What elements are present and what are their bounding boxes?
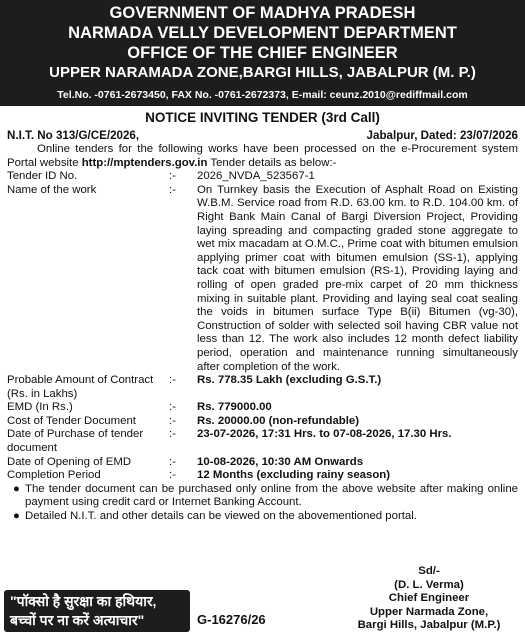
note-item bbox=[7, 483, 518, 510]
header-department: NARMADA VELLY DEVELOPMENT DEPARTMENT bbox=[68, 24, 457, 42]
detail-separator: :- bbox=[169, 183, 176, 196]
detail-label: Completion Period bbox=[7, 469, 101, 482]
tender-details bbox=[7, 170, 518, 483]
detail-separator: :- bbox=[169, 374, 176, 387]
detail-label: EMD (In Rs.) bbox=[7, 401, 73, 414]
signature-place: Bargi Hills, Jabalpur (M.P.) bbox=[357, 619, 501, 631]
bullet-icon: ● bbox=[13, 510, 20, 523]
detail-row bbox=[7, 469, 518, 483]
note-text: The tender document can be purchased only online from the above website after making online payment using credit card or Internet Banking Account. bbox=[25, 482, 518, 509]
portal-link[interactable]: http://mptenders.gov.in bbox=[81, 156, 208, 169]
header-contact: Tel.No. -0761-2673450, FAX No. -0761-2672373, E-mail: ceunz.2010@rediffmail.com bbox=[57, 89, 468, 101]
signature-name: (D. L. Verma) bbox=[394, 578, 464, 591]
detail-label: Cost of Tender Document bbox=[7, 414, 136, 427]
detail-row bbox=[7, 456, 518, 470]
detail-row bbox=[7, 428, 518, 455]
detail-value: Rs. 779000.00 bbox=[197, 401, 272, 414]
slogan-line-2: बच्चों पर ना करें अत्याचार" bbox=[10, 612, 145, 628]
header-zone: UPPER NARAMADA ZONE,BARGI HILLS, JABALPUR (M. P.) bbox=[49, 64, 476, 81]
detail-value: 23-07-2026, 17:31 Hrs. to 07-08-2026, 17.30 Hrs. bbox=[197, 428, 452, 441]
detail-separator: :- bbox=[169, 469, 176, 482]
intro-text-b: Tender details as below:- bbox=[210, 156, 337, 169]
signature-sd: Sd/- bbox=[418, 565, 440, 577]
notice-title: NOTICE INVITING TENDER (3rd Call) bbox=[145, 110, 380, 125]
detail-value: Rs. 20000.00 (non-refundable) bbox=[197, 414, 360, 427]
detail-separator: :- bbox=[169, 455, 176, 468]
signature-office: Upper Narmada Zone, bbox=[369, 605, 489, 618]
intro-paragraph bbox=[7, 143, 518, 170]
detail-separator: :- bbox=[169, 401, 176, 414]
note-item bbox=[7, 510, 518, 524]
detail-value: Rs. 778.35 Lakh (excluding G.S.T.) bbox=[197, 374, 382, 387]
nit-line bbox=[7, 129, 518, 143]
detail-label: Probable Amount of Contract (Rs. in Lakhs) bbox=[7, 374, 154, 400]
notes-list bbox=[7, 483, 518, 524]
bullet-icon: ● bbox=[13, 482, 20, 495]
intro-text-a: Online tenders for the following works have been processed on the e-Procurement system Portal website bbox=[7, 143, 518, 169]
signature-block bbox=[340, 565, 518, 633]
detail-row bbox=[7, 415, 518, 429]
detail-separator: :- bbox=[169, 428, 176, 441]
detail-row bbox=[7, 401, 518, 415]
detail-value: 10-08-2026, 10:30 AM Onwards bbox=[197, 455, 364, 468]
note-text: Detailed N.I.T. and other details can be viewed on the abovementioned portal. bbox=[25, 510, 417, 523]
signature-designation: Chief Engineer bbox=[388, 592, 470, 604]
advertisement-reference: G-16276/26 bbox=[197, 612, 266, 627]
detail-value: 2026_NVDA_523567-1 bbox=[197, 170, 315, 183]
nit-date: Jabalpur, Dated: 23/07/2026 bbox=[366, 129, 518, 142]
header-banner bbox=[0, 0, 525, 106]
detail-value: 12 Months (excluding rainy season) bbox=[197, 469, 391, 482]
nit-number: N.I.T. No 313/G/CE/2026, bbox=[7, 129, 140, 142]
detail-row bbox=[7, 184, 518, 374]
detail-row bbox=[7, 374, 518, 401]
header-office: OFFICE OF THE CHIEF ENGINEER bbox=[127, 44, 398, 62]
slogan-line-1: "पॉक्सो है सुरक्षा का हथियार, bbox=[10, 593, 157, 609]
detail-label: Date of Purchase of tender document bbox=[7, 428, 144, 455]
detail-label: Tender ID No. bbox=[7, 170, 78, 183]
detail-row bbox=[7, 170, 518, 184]
detail-separator: :- bbox=[169, 414, 176, 427]
header-government: GOVERNMENT OF MADHYA PRADESH bbox=[109, 4, 416, 22]
detail-label: Date of Opening of EMD bbox=[7, 455, 132, 468]
detail-label: Name of the work bbox=[7, 183, 97, 196]
pocso-slogan bbox=[4, 590, 190, 632]
detail-separator: :- bbox=[169, 170, 176, 183]
notice-body bbox=[7, 109, 518, 524]
detail-value: On Turnkey basis the Execution of Asphalt Road on Existing W.B.M. Service road from R.D. 63.00 km. to R.D. 104.00 km. of Right Bank Main Canal of Bargi Diversion Project, Providing laying spreading and compacting graded stone aggregate to wet mix macadam at O.M.C., Prime coat with bitumen emulsion applying primer coat with bitumen emulsion (SS-1), applying tack coat with bitumen emulsion (RS-1), Providing laying and rolling of open graded pre-mix carpet of 20 mm thickness mixing in suitable plant. Providing and laying seal coat sealing the voids in bitumen surface Type B(ii) Bitumen (vg-30), Construction of solder with selected soil having CBR value not less than 12. The work also includes 12 month defect liability period, operation and maintenance running simultaneously after completion of the work. bbox=[197, 183, 518, 373]
